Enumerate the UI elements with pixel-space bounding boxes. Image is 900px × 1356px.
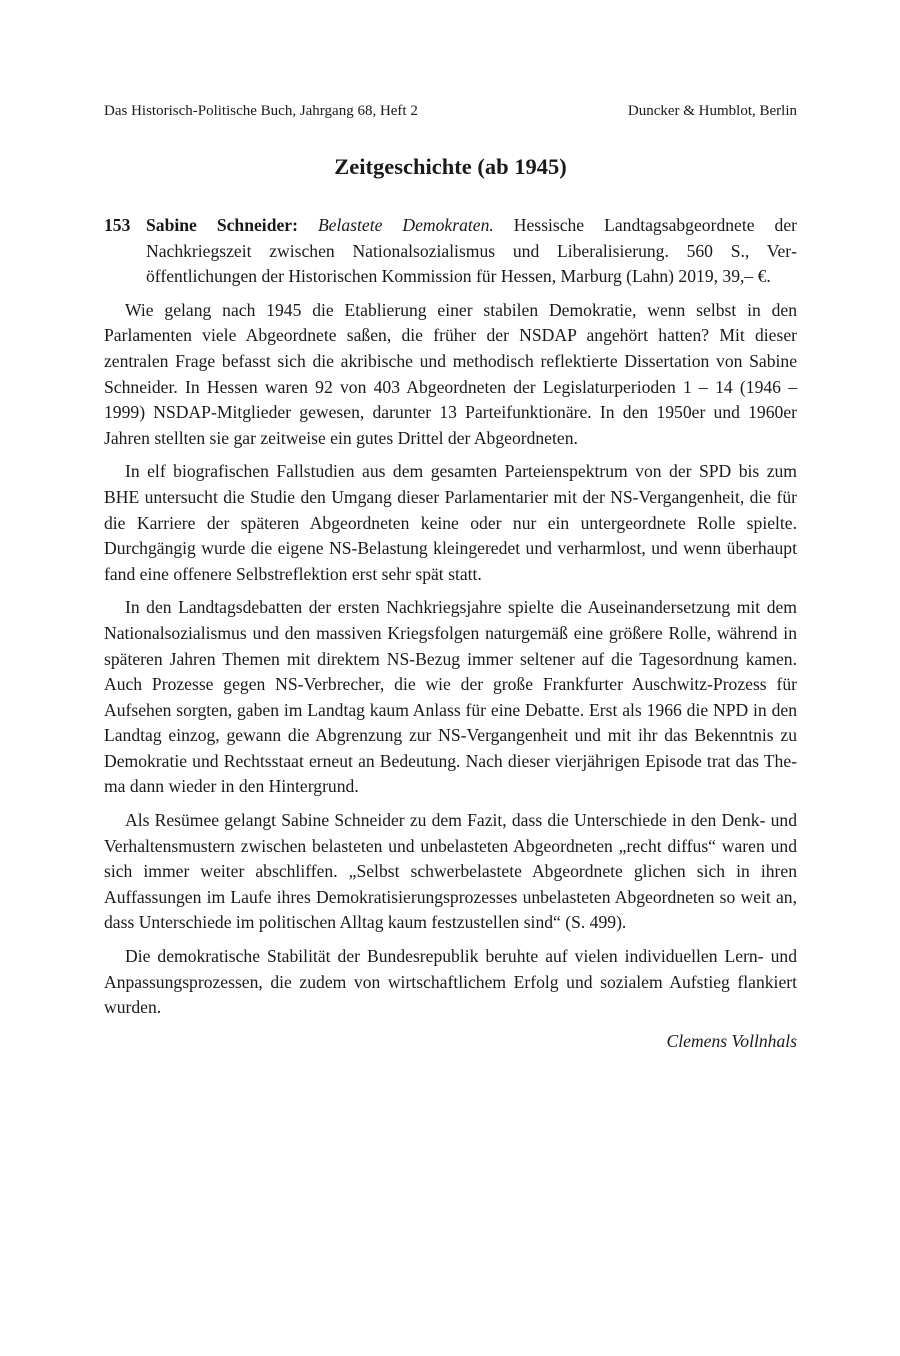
running-head	[104, 101, 797, 121]
section-title: Zeitgeschichte (ab 1945)	[334, 154, 567, 179]
reviewer-signature: Clemens Vollnhals	[666, 1030, 797, 1051]
review-paragraph: Als Resümee gelangt Sabine Schneider zu dem Fazit, dass die Unterschiede in den Denk- und Verhaltensmustern zwischen belasteten und unbelasteten Abgeordneten „recht diffus“ waren und sich immer weiter abschliffen. „Selbst schwerbelastete Abgeordnete glichen sich in ihren Auffassungen im Laufe ihres Demokratisierungsprozesses unbelasteten Abgeordneten so weit an, dass Unterschiede im politischen Alltag kaum festzustellen sind“ (S. 499).	[104, 810, 797, 933]
journal-title: Das Historisch-Politische Buch, Jahrgang 68, Heft 2	[104, 103, 418, 119]
review-paragraph: Die demokratische Stabilität der Bundesrepublik beruhte auf vielen individuellen Lern- und Anpassungsprozessen, die zudem von wirtschaftlichem Erfolg und sozialem Aufstieg flankiert wurden.	[104, 946, 797, 1018]
book-author: Sabine Schneider:	[146, 215, 298, 235]
bibliographic-reference	[104, 213, 797, 290]
review-paragraph: In elf biografischen Fallstudien aus dem gesamten Parteienspektrum von der SPD bis zum BHE untersucht die Studie den Umgang dieser Parlamentarier mit der NS-Vergangenheit, die für die Karriere der späteren Abgeordneten keine oder nur ein untergeordnete Rolle spielte. Durchgängig wurde die eigene NS-Belastung kleingeredet und verharmlost, und wenn überhaupt fand eine offenere Selbstreflektion erst sehr spät statt.	[104, 461, 797, 584]
review-entry	[104, 213, 797, 1054]
entry-number: 153	[104, 215, 131, 235]
review-paragraph: Wie gelang nach 1945 die Etablierung einer stabilen Demokratie, wenn selbst in den Parlamenten viele Abgeordnete saßen, die früher der NSDAP angehört hatten? Mit dieser zentralen Frage befasst sich die akribische und methodisch reflektierte Dissertation von Sabine Schneider. In Hessen waren 92 von 403 Abgeordneten der Legislaturperioden 1 – 14 (1946 – 1999) NSDAP-Mitglieder gewesen, darunter 13 Parteifunktionäre. In den 1950er und 1960er Jahren stellten sie gar zeitweise ein gutes Drittel der Abgeordneten.	[104, 299, 797, 448]
review-paragraph: In den Landtagsdebatten der ersten Nachkriegsjahre spielte die Auseinandersetzung mit dem Nationalsozialismus und den massiven Kriegsfolgen naturgemäß eine größere Rolle, während in späteren Jahren Themen mit direktem NS-Bezug immer seltener auf die Tagesordnung kamen. Auch Prozesse gegen NS-Verbrecher, die wie der große Frankfurter Auschwitz-Prozess für Aufsehen sorgten, gaben im Landtag kaum Anlass für eine Debatte. Erst als 1966 die NPD in den Landtag einzog, gewann die Abgrenzung zur NS-Vergangenheit und mit ihr das Bekenntnis zu Demokratie und Rechtsstaat erneut an Bedeutung. Nach dieser vierjährigen Episode trat das Thema dann wieder in den Hintergrund.	[104, 597, 797, 797]
book-details: Hessische Landtagsabgeordnete der Nachkriegszeit zwischen Nationalsozialismus und Liberalisierung. 560 S., Veröffentlichungen der Historischen Kommission für Hessen, Marburg (Lahn) 2019, 39,– €.	[146, 215, 797, 287]
book-title: Belastete Demokraten.	[317, 215, 494, 235]
publisher: Duncker & Humblot, Berlin	[627, 103, 797, 119]
